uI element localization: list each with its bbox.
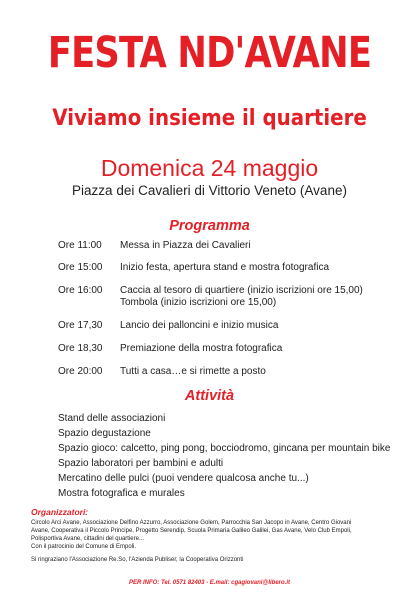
programma-desc: Messa in Piazza dei Cavalieri [120, 240, 251, 251]
programma-row [58, 320, 398, 332]
programma-row [58, 285, 398, 309]
event-date: Domenica 24 maggio [100, 155, 319, 181]
programma-row [58, 262, 398, 274]
organizzatori-line: Circolo Arci Avane, Associazione Delfino Azzurro, Associazione Golem, Parrocchia San Jacopo in Avane, Centro Giovani [31, 520, 352, 526]
attivita-list [58, 411, 398, 501]
flyer-subtitle: Viviamo insieme il quartiere [52, 106, 367, 131]
programma-heading: Programma [169, 218, 250, 234]
programma-desc: Inizio festa, apertura stand e mostra fotografica [120, 262, 329, 273]
list-item: Spazio degustazione [58, 428, 151, 439]
list-item: Spazio gioco: calcetto, ping pong, bocciodromo, gincana per mountain bike [58, 443, 391, 454]
event-place: Piazza dei Cavalieri di Vittorio Veneto (Avane) [72, 183, 347, 198]
thanks-text: Si ringraziano l'Associazione Re.So, l'Azienda Publiser, la Cooperativa Orizzonti [31, 557, 244, 563]
organizzatori-line: Polisportiva Avane, cittadini del quartiere... [31, 536, 144, 542]
programma-row [58, 366, 398, 378]
programma-list [58, 240, 398, 387]
programma-time: Ore 15:00 [58, 262, 103, 273]
programma-desc: Lancio dei palloncini e inizio musica [120, 320, 279, 331]
list-item: Stand delle associazioni [58, 413, 166, 424]
organizzatori-line: Avane, Cooperativa il Piccolo Principe, Progetto Serendip, Scuola Primaria Galileo Galilei, Gas Avane, Velo Club Empoli, [31, 528, 352, 534]
programma-time: Ore 16:00 [58, 285, 103, 296]
flyer-title: FESTA ND'AVANE [47, 28, 372, 78]
organizzatori-heading: Organizzatori: [31, 507, 89, 517]
programma-row [58, 343, 398, 355]
programma-time: Ore 18,30 [58, 343, 103, 354]
programma-time: Ore 20:00 [58, 366, 103, 377]
attivita-heading: Attività [184, 388, 235, 404]
programma-desc: Premiazione della mostra fotografica [120, 343, 283, 354]
programma-desc-line: Caccia al tesoro di quartiere (inizio iscrizioni ore 15,00) [120, 285, 363, 296]
programma-time: Ore 11:00 [58, 240, 102, 251]
programma-time: Ore 17,30 [58, 320, 103, 331]
contact-info: PER INFO: Tel. 0571 82403 - E.mail: cgagiovani@libero.it [128, 580, 290, 586]
list-item: Mercatino delle pulci (puoi vendere qualcosa anche tu...) [58, 473, 309, 484]
organizzatori-line: Con il patrocinio del Comune di Empoli. [31, 544, 137, 550]
programma-desc-line: Tombola (inizio iscrizioni ore 15,00) [120, 297, 277, 308]
programma-row [58, 240, 398, 252]
organizzatori-text [31, 519, 401, 551]
programma-desc: Tutti a casa…e si rimette a posto [120, 366, 266, 377]
programma-desc [120, 285, 398, 309]
list-item: Spazio laboratori per bambini e adulti [58, 458, 224, 469]
list-item: Mostra fotografica e murales [58, 488, 185, 499]
